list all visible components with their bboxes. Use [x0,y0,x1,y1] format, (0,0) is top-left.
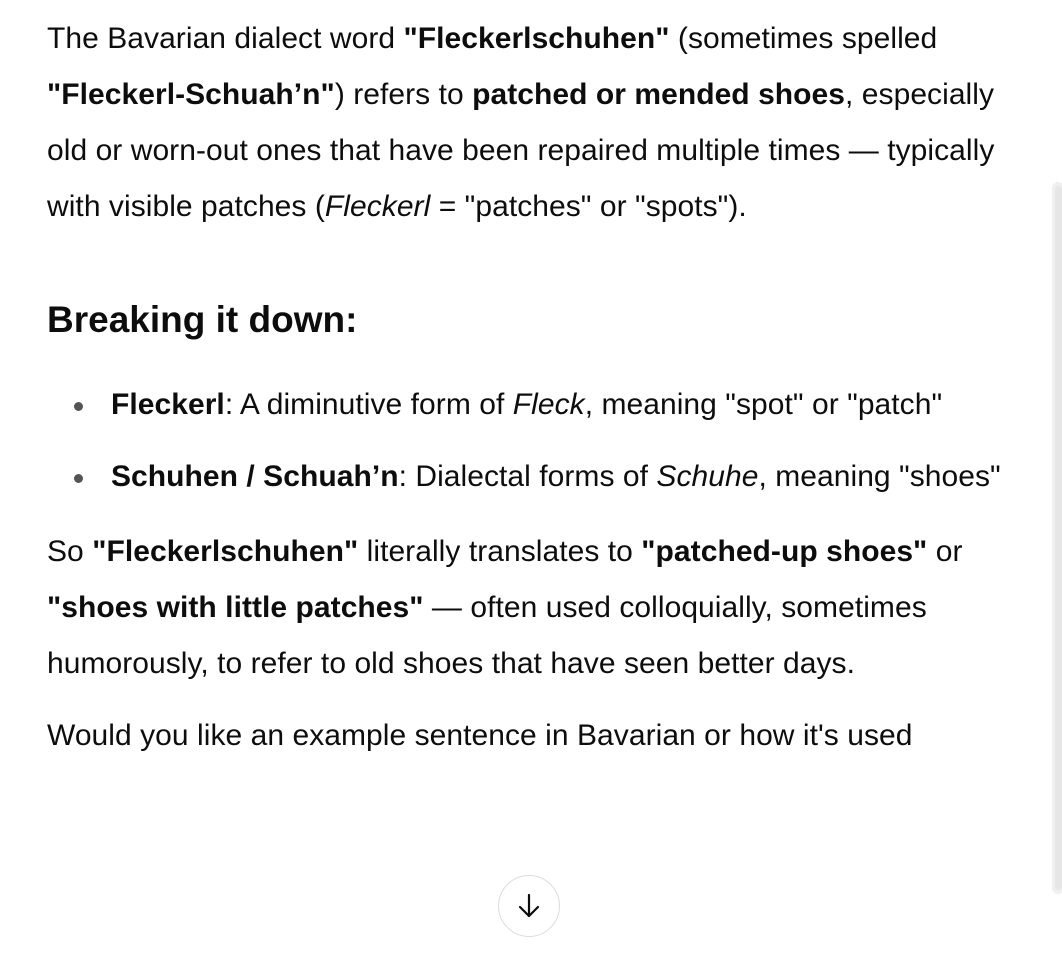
list-italic: Schuhe [656,460,759,493]
intro-text: = "patches" or "spots"). [430,190,747,223]
scrollbar-thumb[interactable] [1055,186,1062,890]
list-text: : Dialectal forms of [398,460,657,493]
term-fleckerl-italic: Fleckerl [324,190,431,223]
intro-paragraph [47,11,1012,235]
term-fleckerl-schuahn: "Fleckerl-Schuah’n" [47,78,335,111]
summary-text: or [927,535,963,568]
summary-bold: "Fleckerlschuhen" [92,535,359,568]
summary-text: literally translates to [358,535,642,568]
intro-text: (sometimes spelled [669,22,938,55]
summary-text: — often used colloquially, sometimes humorously, to refer to old shoes that have seen better days. [47,591,927,680]
list-italic: Fleck [512,388,585,421]
list-text: , meaning "spot" or "patch" [584,388,943,421]
intro-text: ) refers to [334,78,473,111]
list-text: , meaning "shoes" [758,460,1001,493]
term-fleckerlschuhen: "Fleckerlschuhen" [403,22,670,55]
followup-paragraph: Would you like an example sentence in Bavarian or how it's used [47,719,913,752]
summary-text: So [47,535,93,568]
summary-bold: "shoes with little patches" [47,591,424,624]
assistant-message [47,11,1012,764]
list-item [111,449,1012,505]
section-heading: Breaking it down: [47,299,358,340]
intro-text: The Bavarian dialect word [47,22,404,55]
list-term: Fleckerl [111,388,225,421]
breakdown-list [47,377,1012,505]
definition-bold: patched or mended shoes [472,78,846,111]
scroll-to-bottom-button[interactable] [498,875,560,937]
list-item [111,377,1012,433]
summary-paragraph [47,524,1012,692]
list-text: : A diminutive form of [224,388,513,421]
arrow-down-icon [514,891,544,921]
summary-bold: "patched-up shoes" [641,535,928,568]
intro-text: , especially old or worn-out ones that have been repaired multiple times — typically with visible patches ( [47,78,995,223]
list-term: Schuhen / Schuah’n [111,460,399,493]
